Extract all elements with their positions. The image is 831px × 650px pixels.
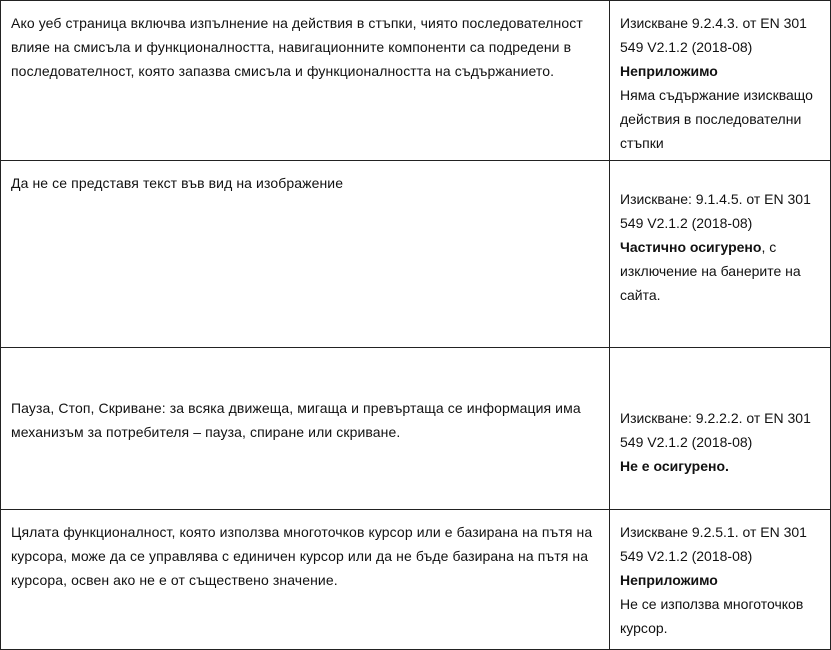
status-label: Частично осигурено [620, 239, 762, 255]
compliance-cell [610, 510, 831, 650]
status-note: Няма съдържание изискващо действия в последователни стъпки [620, 87, 813, 151]
compliance-cell [610, 161, 831, 348]
status-note: , с изключение на банерите на сайта. [620, 239, 801, 303]
status-label: Неприложимо [620, 63, 718, 79]
table-row [1, 348, 831, 510]
criterion-description [1, 348, 610, 510]
compliance-cell [610, 1, 831, 161]
requirement-reference: Изискване 9.2.4.3. от EN 301 549 V2.1.2 (2018-08) [620, 15, 807, 55]
status-label: Не е осигурено. [620, 458, 729, 474]
criterion-text: Пауза, Стоп, Скриване: за всяка движеща, мигаща и превъртаща се информация има механизъм за потребителя – пауза, спиране или скриване. [11, 400, 581, 440]
criterion-description: Ако уеб страница включва изпълнение на действия в стъпки, чиято последователност влияе на смисъла и функционалността, навигационните компоненти са подредени в последователност, която запазва смисъла и функционалността на съдържанието. [1, 1, 610, 161]
table-row [1, 510, 831, 650]
requirement-reference: Изискване: 9.2.2.2. от EN 301 549 V2.1.2 (2018-08) [620, 410, 811, 450]
requirement-reference: Изискване: 9.1.4.5. от EN 301 549 V2.1.2 (2018-08) [620, 191, 811, 231]
compliance-cell [610, 348, 831, 510]
criterion-description: Да не се представя текст във вид на изображение [1, 161, 610, 348]
table-row [1, 161, 831, 348]
criterion-description: Цялата функционалност, която използва многоточков курсор или е базирана на пътя на курсора, може да се управлява с единичен курсор или да не бъде базирана на пътя на курсора, освен ако не е от съществено значение. [1, 510, 610, 650]
table-row [1, 1, 831, 161]
status-note: Не се използва многоточков курсор. [620, 596, 804, 636]
status-label: Неприложимо [620, 572, 718, 588]
requirement-reference: Изискване 9.2.5.1. от EN 301 549 V2.1.2 (2018-08) [620, 524, 807, 564]
